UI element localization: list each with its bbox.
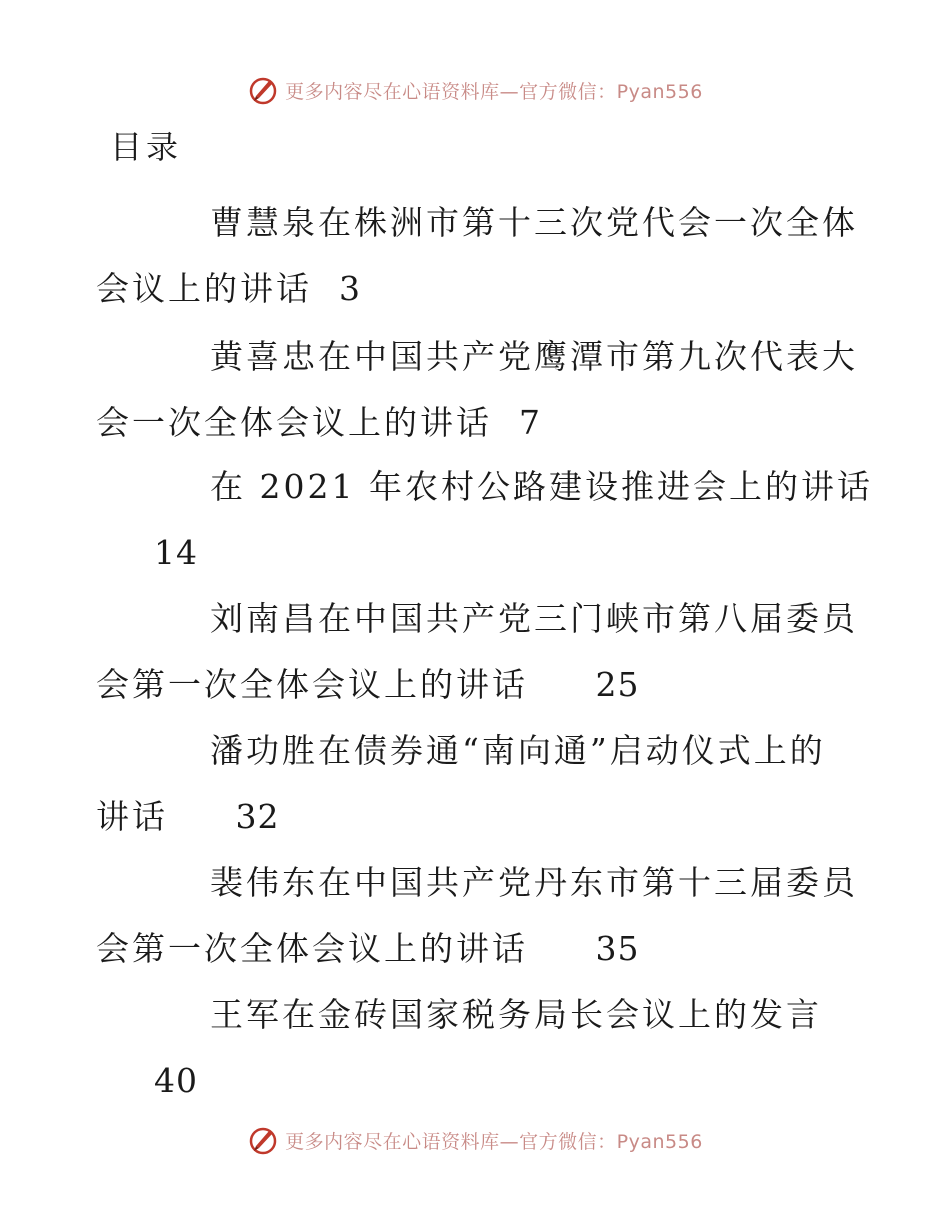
watermark-footer [0,1120,950,1160]
toc-entry-title-line2: 会议上的讲话 [96,269,312,308]
toc-entry-page: 25 [595,665,640,704]
quill-logo-icon [247,1124,279,1156]
quill-logo-icon [247,74,279,106]
toc-entry-title-line2: 讲话 [96,797,168,836]
toc-heading: 目录 [110,128,183,166]
toc-entry-title-line1: 曹慧泉在株洲市第十三次党代会一次全体 [210,203,858,242]
toc-entry[interactable] [96,718,826,850]
toc-entry[interactable] [96,586,858,718]
toc-entry-title-line1: 黄喜忠在中国共产党鹰潭市第九次代表大 [210,337,858,376]
toc-entry-page: 35 [595,929,640,968]
toc-entry-title-line2: 会一次全体会议上的讲话 [96,403,492,442]
toc-entry-page: 3 [338,269,361,308]
toc-entry-title-line1: 在 2021 年农村公路建设推进会上的讲话 [210,467,873,506]
toc-entry-title-line2: 会第一次全体会议上的讲话 [96,929,528,968]
toc-entry-title-line2: 会第一次全体会议上的讲话 [96,665,528,704]
toc-entry[interactable] [96,982,822,1114]
watermark-text: 更多内容尽在心语资料库—官方微信：Pyan556 [285,80,703,103]
toc-entry-title-line1: 潘功胜在债券通“南向通”启动仪式上的 [210,731,826,770]
toc-entry[interactable] [96,190,858,322]
toc-entry-page: 32 [235,797,280,836]
toc-entry[interactable] [96,324,858,456]
toc-entry[interactable] [96,850,858,982]
toc-entry-page: 14 [154,533,198,572]
toc-entry[interactable] [96,454,873,586]
watermark-header [0,70,950,110]
toc-entry-page: 40 [154,1061,198,1100]
toc-entry-title-line1: 裴伟东在中国共产党丹东市第十三届委员 [210,863,858,902]
toc-entry-title-line1: 王军在金砖国家税务局长会议上的发言 [210,995,822,1034]
watermark-text: 更多内容尽在心语资料库—官方微信：Pyan556 [285,1130,703,1153]
toc-entry-title-line1: 刘南昌在中国共产党三门峡市第八届委员 [210,599,858,638]
toc-entry-page: 7 [518,403,541,442]
